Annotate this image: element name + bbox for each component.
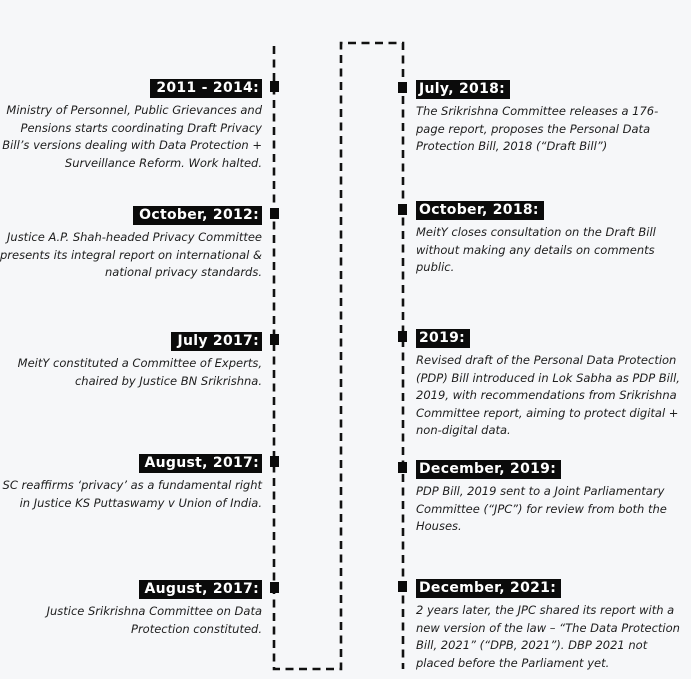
timeline-event-august-2017-a [0, 452, 262, 512]
timeline-marker [398, 581, 407, 592]
timeline-event-october-2018 [416, 199, 686, 277]
timeline-marker [398, 462, 407, 473]
timeline-event-july-2017 [0, 330, 262, 390]
event-description: SC reaffirms ‘privacy’ as a fundamental right in Justice KS Puttaswamy v Union of India. [2, 478, 262, 510]
event-date: July 2017: [171, 332, 262, 351]
timeline-marker [270, 582, 279, 593]
timeline-marker [398, 82, 407, 93]
event-date: July, 2018: [416, 80, 510, 99]
event-date: August, 2017: [139, 580, 262, 599]
event-date: August, 2017: [139, 454, 262, 473]
event-date: October, 2012: [133, 206, 262, 225]
event-description: PDP Bill, 2019 sent to a Joint Parliamentary Committee (“JPC”) for review from both the Houses. [416, 484, 667, 534]
event-description: Ministry of Personnel, Public Grievances and Pensions starts coordinating Draft Privacy Bill’s versions dealing with Data Protection + Surveillance Reform. Work halted. [2, 103, 262, 170]
timeline-marker [398, 331, 407, 342]
timeline-event-december-2021 [416, 577, 686, 672]
timeline-event-2011-2014 [0, 77, 262, 172]
event-date: October, 2018: [416, 201, 544, 220]
event-description: MeitY constituted a Committee of Experts, chaired by Justice BN Srikrishna. [17, 356, 262, 388]
timeline-marker [270, 208, 279, 219]
timeline-event-2019 [416, 327, 686, 440]
event-description: 2 years later, the JPC shared its report with a new version of the law – “The Data Protection Bill, 2021” (“DPB, 2021”). DBP 2021 not placed before the Parliament yet. [416, 603, 680, 670]
timeline-event-december-2019 [416, 458, 686, 536]
event-description: MeitY closes consultation on the Draft Bill without making any details on comments public. [416, 225, 656, 275]
timeline-marker [270, 334, 279, 345]
event-description: Justice Srikrishna Committee on Data Protection constituted. [46, 604, 262, 636]
timeline-marker [398, 204, 407, 215]
event-description: Justice A.P. Shah-headed Privacy Committee presents its integral report on international & national privacy standards. [0, 230, 262, 280]
timeline-event-october-2012 [0, 204, 262, 282]
timeline-event-july-2018 [416, 78, 686, 156]
timeline-event-august-2017-b [0, 578, 262, 638]
timeline-marker [270, 456, 279, 467]
event-date: December, 2021: [416, 579, 561, 598]
event-date: 2019: [416, 329, 470, 348]
event-description: The Srikrishna Committee releases a 176-page report, proposes the Personal Data Protection Bill, 2018 (“Draft Bill”) [416, 104, 659, 154]
event-date: December, 2019: [416, 460, 561, 479]
event-description: Revised draft of the Personal Data Protection (PDP) Bill introduced in Lok Sabha as PDP Bill, 2019, with recommendations from Srikrishna Committee report, aiming to protect digital + non-digital data. [416, 353, 680, 438]
event-date: 2011 - 2014: [150, 79, 262, 98]
timeline-marker [270, 81, 279, 92]
